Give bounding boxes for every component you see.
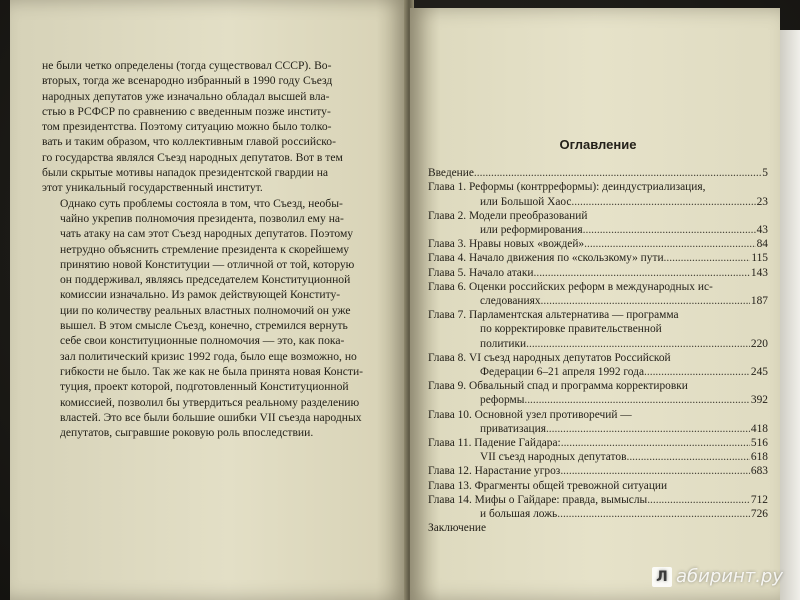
toc-page-number: 618 bbox=[750, 451, 768, 464]
toc-leader-dots bbox=[583, 223, 756, 237]
toc-line bbox=[428, 180, 768, 194]
toc-line bbox=[428, 280, 768, 294]
text-line: зал политический кризис 1992 года, было еще возможно, но bbox=[60, 349, 357, 363]
toc-line bbox=[428, 209, 768, 223]
toc-line bbox=[428, 294, 768, 308]
paragraph-2 bbox=[42, 196, 378, 441]
toc-page-number: 23 bbox=[756, 195, 768, 208]
toc-page-number: 143 bbox=[750, 266, 768, 279]
toc-line-text: приватизация bbox=[480, 422, 546, 435]
toc-line-text: Глава 3. Нравы новых «вождей» bbox=[428, 238, 585, 251]
toc-page-number: 245 bbox=[750, 366, 768, 379]
toc-entry bbox=[428, 464, 768, 478]
toc-line-text: Глава 4. Начало движения по «скользкому» пути bbox=[428, 252, 664, 265]
toc-entry bbox=[428, 308, 768, 351]
toc-entry bbox=[428, 379, 768, 407]
toc-list bbox=[428, 166, 768, 535]
text-line: этот уникальный государственный институт. bbox=[42, 181, 263, 195]
toc-line-text: Глава 6. Оценки российских реформ в международных ис- bbox=[428, 280, 713, 293]
toc-line-text: Глава 10. Основной узел противоречий — bbox=[428, 408, 632, 421]
text-line: властей. Это все были большие ошибки VII съезда народных bbox=[60, 410, 362, 424]
toc-entry bbox=[428, 209, 768, 237]
text-line: туция, проект которой, подготовленный Конституционной bbox=[60, 380, 349, 394]
toc-line-text: Введение bbox=[428, 167, 474, 180]
toc-leader-dots bbox=[571, 195, 755, 209]
text-line: народных депутатов уже изначально обладал высшей вла- bbox=[42, 89, 330, 103]
toc-page-number: 712 bbox=[750, 493, 768, 506]
toc-entry bbox=[428, 521, 768, 535]
background-edge bbox=[780, 30, 800, 600]
text-line: себе свои конституционные полномочия — это, как пока- bbox=[60, 334, 345, 348]
toc-leader-dots bbox=[644, 365, 750, 379]
toc-line-text: Заключение bbox=[428, 522, 487, 535]
toc-line-text: Глава 13. Фрагменты общей тревожной ситуации bbox=[428, 479, 668, 492]
toc-line bbox=[428, 450, 768, 464]
toc-line bbox=[428, 337, 768, 351]
text-line: ции по количеству реальных властных полномочий он уже bbox=[60, 303, 351, 317]
table-of-contents bbox=[428, 138, 768, 535]
toc-leader-dots bbox=[560, 464, 750, 478]
text-line: не были четко определены (тогда существовал СССР). Во- bbox=[42, 59, 332, 72]
toc-leader-dots bbox=[557, 507, 750, 521]
toc-entry bbox=[428, 266, 768, 280]
toc-leader-dots bbox=[664, 251, 751, 265]
toc-line-text: политики bbox=[480, 337, 527, 350]
toc-line bbox=[428, 521, 768, 535]
text-line: вторых, тогда же всенародно избранный в 1990 году Съезд bbox=[42, 74, 333, 88]
text-line: чать атаку на сам этот Съезд народных депутатов. Поэтому bbox=[60, 227, 354, 241]
toc-line bbox=[428, 365, 768, 379]
toc-entry bbox=[428, 351, 768, 379]
toc-entry bbox=[428, 436, 768, 464]
toc-line bbox=[428, 308, 768, 322]
toc-page-number: 5 bbox=[762, 167, 768, 180]
toc-title: Оглавление bbox=[559, 137, 637, 152]
text-line: были скрытые мотивы нападок президентской гвардии на bbox=[42, 166, 329, 180]
toc-line bbox=[428, 408, 768, 422]
toc-line-text: по корректировке правительственной bbox=[480, 323, 662, 336]
toc-line-text: Глава 14. Мифы о Гайдаре: правда, вымыслы bbox=[428, 493, 648, 506]
toc-leader-dots bbox=[546, 422, 750, 436]
text-line: принятию новой Конституции — отличной от той, которую bbox=[60, 257, 355, 271]
toc-line bbox=[428, 493, 768, 507]
toc-page-number: 220 bbox=[750, 337, 768, 350]
labirint-logo-icon: Л bbox=[652, 567, 672, 587]
toc-page-number: 187 bbox=[750, 295, 768, 308]
toc-page-number: 516 bbox=[750, 437, 768, 450]
text-line: он поддерживал, являясь председателем Конституционной bbox=[60, 273, 351, 287]
toc-line bbox=[428, 507, 768, 521]
toc-page-number: 418 bbox=[750, 422, 768, 435]
toc-line-text: и большая ложь bbox=[480, 508, 558, 521]
left-page-text bbox=[42, 58, 378, 440]
toc-page-number: 115 bbox=[751, 252, 768, 265]
toc-leader-dots bbox=[541, 294, 750, 308]
toc-entry bbox=[428, 251, 768, 265]
text-line: чайно укрепив полномочия президента, позволил ему на- bbox=[60, 211, 344, 225]
toc-entry bbox=[428, 479, 768, 493]
toc-line bbox=[428, 166, 768, 180]
toc-line-text: Глава 12. Нарастание угроз bbox=[428, 465, 561, 478]
toc-leader-dots bbox=[584, 237, 755, 251]
toc-line-text: Глава 11. Падение Гайдара: bbox=[428, 437, 561, 450]
text-line: вать и таким образом, что коллективным главой российско- bbox=[42, 135, 336, 149]
toc-leader-dots bbox=[524, 393, 750, 407]
toc-leader-dots bbox=[474, 166, 761, 180]
toc-line-text: Глава 2. Модели преобразований bbox=[428, 209, 588, 222]
text-line: гибкости не было. Так же как не была принята новая Консти- bbox=[60, 364, 364, 378]
toc-line-text: Глава 7. Парламентская альтернатива — программа bbox=[428, 309, 679, 322]
toc-line bbox=[428, 393, 768, 407]
toc-entry bbox=[428, 408, 768, 436]
toc-line bbox=[428, 379, 768, 393]
toc-page-number: 43 bbox=[756, 224, 768, 237]
text-line: комиссией, позволил бы утвердиться реальному разделению bbox=[60, 395, 360, 409]
toc-entry bbox=[428, 166, 768, 180]
toc-line bbox=[428, 322, 768, 336]
toc-line bbox=[428, 464, 768, 478]
toc-line-text: Глава 5. Начало атаки bbox=[428, 266, 534, 279]
toc-line-text: VII съезд народных депутатов bbox=[480, 451, 627, 464]
toc-line bbox=[428, 436, 768, 450]
toc-leader-dots bbox=[526, 337, 750, 351]
toc-leader-dots bbox=[561, 436, 750, 450]
toc-page-number: 726 bbox=[750, 508, 768, 521]
toc-entry bbox=[428, 180, 768, 208]
toc-line bbox=[428, 422, 768, 436]
toc-leader-dots bbox=[534, 266, 750, 280]
toc-line-text: Глава 9. Обвальный спад и программа корректировки bbox=[428, 380, 688, 393]
toc-line bbox=[428, 251, 768, 265]
text-line: депутатов, сыгравшие роковую роль впоследствии. bbox=[60, 426, 314, 440]
toc-line bbox=[428, 266, 768, 280]
toc-line bbox=[428, 195, 768, 209]
toc-page-number: 84 bbox=[756, 238, 768, 251]
text-line: стью в РСФСР по сравнению с введенным позже институ- bbox=[42, 104, 331, 118]
watermark bbox=[652, 566, 783, 587]
toc-line-text: или реформирования bbox=[480, 224, 583, 237]
text-line: комиссии изначально. Из рамок действующей Конститу- bbox=[60, 288, 341, 302]
toc-leader-dots bbox=[647, 493, 750, 507]
toc-leader-dots bbox=[626, 450, 749, 464]
toc-line-text: Глава 8. VI съезд народных депутатов Российской bbox=[428, 351, 671, 364]
text-line: нетрудно объяснить стремление президента к скорейшему bbox=[60, 242, 350, 256]
text-line: вышел. В этом смысле Съезд, конечно, стремился вернуть bbox=[60, 319, 348, 333]
watermark-text: абиринт.ру bbox=[676, 566, 784, 587]
toc-line-text: Федерации 6–21 апреля 1992 года bbox=[480, 366, 645, 379]
toc-entry bbox=[428, 493, 768, 521]
toc-line bbox=[428, 237, 768, 251]
text-line: том президентства. Поэтому ситуацию можно было толко- bbox=[42, 120, 332, 134]
toc-line-text: Глава 1. Реформы (контрреформы): деиндустриализация, bbox=[428, 181, 706, 194]
paragraph-1 bbox=[42, 58, 378, 196]
toc-line-text: реформы bbox=[480, 394, 525, 407]
toc-line bbox=[428, 223, 768, 237]
toc-entry bbox=[428, 280, 768, 308]
toc-page-number: 683 bbox=[750, 465, 768, 478]
text-line: Однако суть проблемы состояла в том, что Съезд, необы- bbox=[60, 196, 343, 210]
text-line: го государства являлся Съезд народных депутатов. Вот в тем bbox=[42, 150, 343, 164]
toc-entry bbox=[428, 237, 768, 251]
toc-line bbox=[428, 351, 768, 365]
toc-line bbox=[428, 479, 768, 493]
toc-page-number: 392 bbox=[750, 394, 768, 407]
toc-line-text: или Большой Хаос bbox=[480, 195, 572, 208]
toc-line-text: следованиях bbox=[480, 295, 541, 308]
